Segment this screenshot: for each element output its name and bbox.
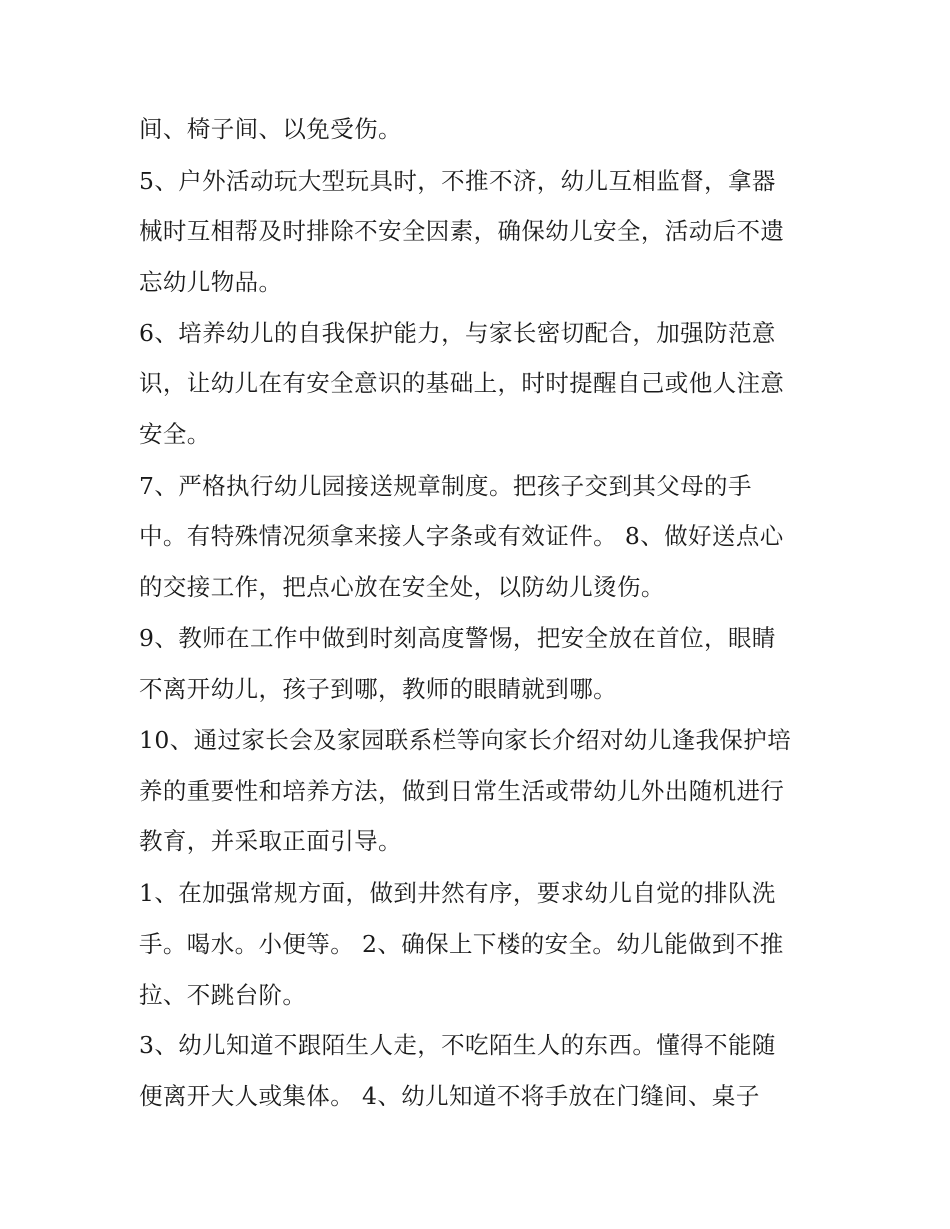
text-line: 教育，并采取正面引导。 xyxy=(139,827,402,855)
text-line: 不离开幼儿，孩子到哪，教师的眼睛就到哪。 xyxy=(139,675,617,703)
text-line: 的交接工作，把点心放在安全处，以防幼儿烫伤。 xyxy=(139,573,665,601)
text-line: 便离开大人或集体。 4、幼儿知道不将手放在门缝间、桌子 xyxy=(139,1082,760,1110)
text-line: 5、户外活动玩大型玩具时，不推不济，幼儿互相监督，拿器 xyxy=(139,167,776,195)
text-line: 7、严格执行幼儿园接送规章制度。把孩子交到其父母的手 xyxy=(139,472,752,500)
text-line: 3、幼儿知道不跟陌生人走，不吃陌生人的东西。懂得不能随 xyxy=(139,1031,776,1059)
text-line: 拉、不跳台阶。 xyxy=(139,981,307,1009)
text-line: 手。喝水。小便等。 2、确保上下楼的安全。幼儿能做到不推 xyxy=(139,930,784,958)
text-line: 10、通过家长会及家园联系栏等向家长介绍对幼儿逢我保护培 xyxy=(139,726,792,754)
text-line: 6、培养幼儿的自我保护能力，与家长密切配合，加强防范意 xyxy=(139,319,776,347)
text-line: 械时互相帮及时排除不安全因素，确保幼儿安全，活动后不遗 xyxy=(139,217,785,245)
text-line: 中。有特殊情况须拿来接人字条或有效证件。 8、做好送点心 xyxy=(139,522,784,550)
text-line: 9、教师在工作中做到时刻高度警惕，把安全放在首位，眼睛 xyxy=(139,624,776,652)
text-line: 安全。 xyxy=(139,420,211,448)
text-line: 养的重要性和培养方法，做到日常生活或带幼儿外出随机进行 xyxy=(139,777,785,805)
text-line: 间、椅子间、以免受伤。 xyxy=(139,115,402,143)
text-line: 忘幼儿物品。 xyxy=(139,268,283,296)
text-line: 识，让幼儿在有安全意识的基础上，时时提醒自己或他人注意 xyxy=(139,369,785,397)
text-line: 1、在加强常规方面，做到井然有序，要求幼儿自觉的排队洗 xyxy=(139,879,776,907)
